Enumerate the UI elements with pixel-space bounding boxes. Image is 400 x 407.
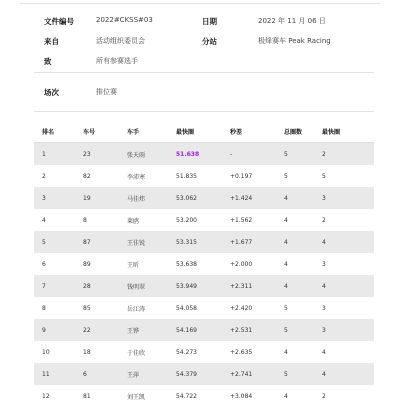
- session-label: 场次: [44, 87, 59, 98]
- table-row: [34, 165, 374, 187]
- cell-total-laps: 4: [276, 209, 314, 231]
- cell-gap: +2.311: [222, 275, 276, 297]
- cell-rank: 2: [34, 165, 75, 187]
- info-row-file: [34, 10, 374, 30]
- cell-driver: 王佳锐: [119, 231, 168, 253]
- cell-best-lap-number: 4: [314, 231, 374, 253]
- cell-best-lap-number: 2: [314, 385, 374, 407]
- cell-gap: +1.424: [222, 187, 276, 209]
- cell-driver: 马佳炜: [119, 187, 168, 209]
- cell-rank: 10: [34, 341, 75, 363]
- cell-best-lap-number: 2: [314, 209, 374, 231]
- cell-total-laps: 5: [276, 297, 314, 319]
- cell-driver: 岳江涛: [119, 297, 168, 319]
- cell-car-number: 19: [75, 187, 119, 209]
- cell-rank: 8: [34, 297, 75, 319]
- cell-driver: 莱鸥: [119, 209, 168, 231]
- branch-value: 极烽赛车 Peak Racing: [258, 36, 331, 46]
- cell-gap: -: [222, 143, 276, 166]
- file-no-value: 2022#CKSS#03: [96, 16, 153, 24]
- table-row: [34, 297, 374, 319]
- cell-rank: 6: [34, 253, 75, 275]
- cell-rank: 3: [34, 187, 75, 209]
- cell-car-number: 85: [75, 297, 119, 319]
- cell-best-lap-time: 54.722: [168, 385, 222, 407]
- cell-best-lap-time: 51.638: [168, 143, 222, 166]
- info-row-from: [34, 30, 374, 50]
- cell-car-number: 81: [75, 385, 119, 407]
- cell-best-lap-time: 51.835: [168, 165, 222, 187]
- cell-gap: +2.531: [222, 319, 276, 341]
- info-row-to: [34, 50, 374, 70]
- header-total-laps: 总圈数: [276, 120, 314, 143]
- results-table: [34, 120, 374, 407]
- cell-car-number: 22: [75, 319, 119, 341]
- cell-best-lap-number: 3: [314, 187, 374, 209]
- header-rank: 排名: [34, 120, 75, 143]
- cell-gap: +1.562: [222, 209, 276, 231]
- cell-gap: +0.197: [222, 165, 276, 187]
- cell-best-lap-time: 53.638: [168, 253, 222, 275]
- table-row: [34, 231, 374, 253]
- cell-total-laps: 4: [276, 341, 314, 363]
- cell-best-lap-time: 54.273: [168, 341, 222, 363]
- cell-total-laps: 5: [276, 363, 314, 385]
- cell-driver: 刘王凯: [119, 385, 168, 407]
- table-row: [34, 187, 374, 209]
- cell-driver: 王昕: [119, 253, 168, 275]
- cell-gap: +2.420: [222, 297, 276, 319]
- cell-driver: 张天雨: [119, 143, 168, 166]
- cell-best-lap-number: 5: [314, 165, 374, 187]
- cell-car-number: 23: [75, 143, 119, 166]
- cell-driver: 李沛寒: [119, 165, 168, 187]
- divider: [34, 111, 374, 112]
- cell-rank: 12: [34, 385, 75, 407]
- date-label: 日期: [202, 16, 217, 27]
- cell-car-number: 6: [75, 363, 119, 385]
- from-label: 来自: [44, 36, 59, 47]
- cell-gap: +2.635: [222, 341, 276, 363]
- cell-car-number: 82: [75, 165, 119, 187]
- divider: [34, 72, 374, 73]
- cell-best-lap-number: 3: [314, 319, 374, 341]
- cell-car-number: 87: [75, 231, 119, 253]
- header-best-lap-time: 最快圈: [168, 120, 222, 143]
- cell-rank: 9: [34, 319, 75, 341]
- cell-best-lap-number: 3: [314, 297, 374, 319]
- cell-rank: 7: [34, 275, 75, 297]
- cell-best-lap-time: 53.949: [168, 275, 222, 297]
- table-row: [34, 143, 374, 166]
- cell-car-number: 89: [75, 253, 119, 275]
- results-header-row: [34, 120, 374, 143]
- cell-driver: 王铧: [119, 319, 168, 341]
- table-row: [34, 319, 374, 341]
- cell-best-lap-time: 53.315: [168, 231, 222, 253]
- header-car-number: 车号: [75, 120, 119, 143]
- cell-rank: 1: [34, 143, 75, 166]
- cell-total-laps: 4: [276, 385, 314, 407]
- cell-best-lap-time: 53.200: [168, 209, 222, 231]
- document-info: [34, 10, 374, 70]
- cell-car-number: 8: [75, 209, 119, 231]
- branch-label: 分站: [202, 36, 217, 47]
- cell-total-laps: 5: [276, 319, 314, 341]
- file-no-label: 文件编号: [44, 16, 74, 27]
- cell-best-lap-time: 54.379: [168, 363, 222, 385]
- session-row: [34, 78, 374, 108]
- session-value: 排位赛: [96, 87, 117, 97]
- cell-driver: 王萍: [119, 363, 168, 385]
- cell-rank: 5: [34, 231, 75, 253]
- to-value: 所有参赛选手: [96, 56, 138, 66]
- cell-best-lap-number: 2: [314, 143, 374, 166]
- cell-gap: +2.741: [222, 363, 276, 385]
- table-row: [34, 363, 374, 385]
- header-best-lap-number: 最快圈: [314, 120, 374, 143]
- top-rule: [20, 0, 380, 4]
- cell-best-lap-number: 4: [314, 341, 374, 363]
- cell-total-laps: 4: [276, 275, 314, 297]
- header-driver: 车手: [119, 120, 168, 143]
- cell-gap: +1.677: [222, 231, 276, 253]
- table-row: [34, 253, 374, 275]
- cell-driver: 钱明翠: [119, 275, 168, 297]
- cell-best-lap-number: 3: [314, 253, 374, 275]
- table-row: [34, 341, 374, 363]
- cell-rank: 4: [34, 209, 75, 231]
- cell-total-laps: 4: [276, 231, 314, 253]
- date-value: 2022 年 11 月 06 日: [258, 16, 326, 26]
- cell-total-laps: 4: [276, 187, 314, 209]
- to-label: 致: [44, 56, 52, 67]
- table-row: [34, 385, 374, 407]
- cell-best-lap-time: 54.058: [168, 297, 222, 319]
- cell-best-lap-time: 53.062: [168, 187, 222, 209]
- table-row: [34, 275, 374, 297]
- cell-gap: +2.000: [222, 253, 276, 275]
- results-body: [34, 143, 374, 407]
- cell-total-laps: 5: [276, 165, 314, 187]
- cell-driver: 于佳欣: [119, 341, 168, 363]
- cell-rank: 11: [34, 363, 75, 385]
- cell-best-lap-number: 4: [314, 363, 374, 385]
- table-row: [34, 209, 374, 231]
- cell-total-laps: 5: [276, 143, 314, 166]
- from-value: 活动组织委员会: [96, 36, 145, 46]
- header-gap: 秒差: [222, 120, 276, 143]
- cell-gap: +3.084: [222, 385, 276, 407]
- cell-total-laps: 4: [276, 253, 314, 275]
- cell-best-lap-time: 54.169: [168, 319, 222, 341]
- cell-best-lap-number: 4: [314, 275, 374, 297]
- cell-car-number: 28: [75, 275, 119, 297]
- cell-car-number: 18: [75, 341, 119, 363]
